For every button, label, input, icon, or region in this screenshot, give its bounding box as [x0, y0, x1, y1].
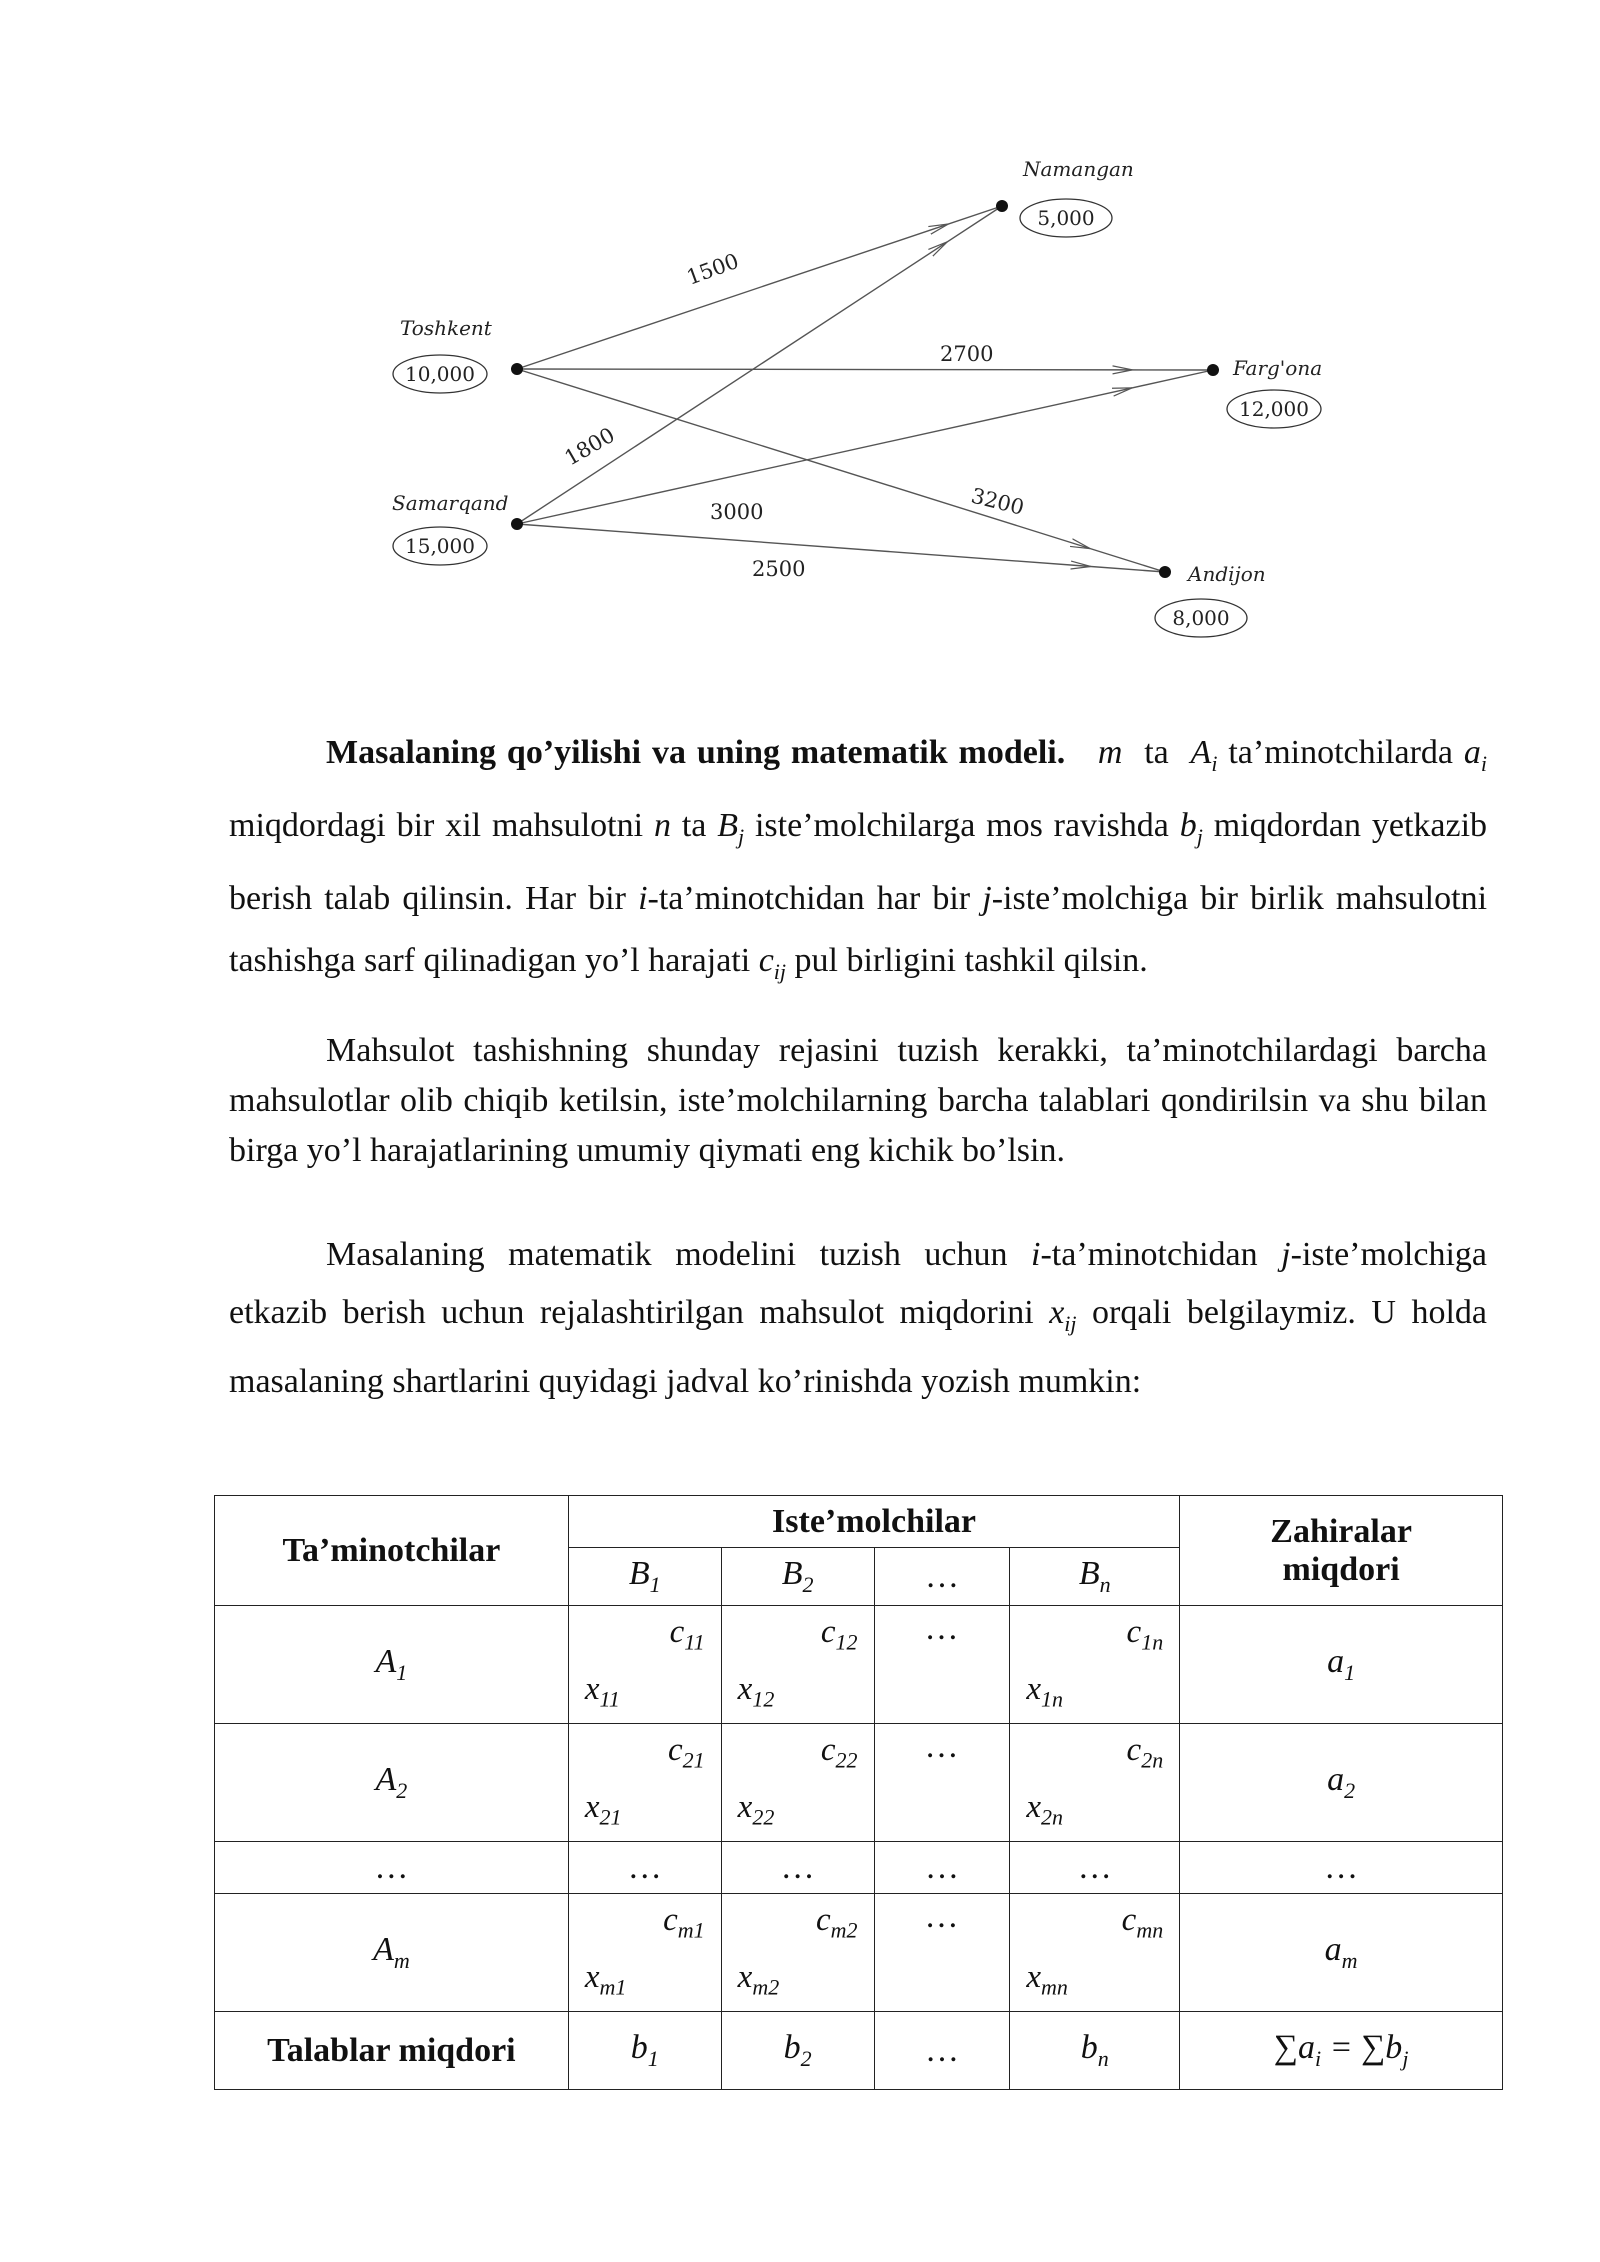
consumer-b2: $B_2$ — [721, 1548, 874, 1606]
demand-bn: $b_n$ — [1010, 2012, 1180, 2090]
consumers-header: Iste’molchilar — [568, 1496, 1179, 1548]
reserves-header: Zahiralar miqdori — [1180, 1496, 1503, 1606]
route-line — [517, 369, 1213, 370]
supplier-am: $A_m$ — [215, 1894, 569, 2012]
reserve-a2: $a_2$ — [1180, 1724, 1503, 1842]
route-line — [517, 524, 1165, 572]
route-line — [517, 206, 1002, 524]
city-name-label: Andijon — [1188, 562, 1266, 586]
section-heading: Masalaning qo’yilishi va uning matematik modeli. — [326, 734, 1066, 771]
plan-requirement-paragraph: Mahsulot tashishning shunday rejasini tuzish kerakki, ta’minotchilardagi barcha mahsulotlar olib chiqib ketilsin, iste’molchilarning barcha talablari qondirilsin va shu bilan birga yo’l harajatlarining umumiy qiymati eng kichik bo’lsin. — [229, 1032, 1487, 1169]
demand-b1: $b_1$ — [568, 2012, 721, 2090]
city-node — [511, 518, 523, 530]
ellipsis-row-label: … — [215, 1842, 569, 1894]
cell-2-2: $c_{22}$ $x_{22}$ — [721, 1724, 874, 1842]
quantity-label: 8,000 — [1172, 606, 1230, 630]
route-cost-label: 1500 — [683, 248, 742, 290]
city-node — [511, 363, 523, 375]
balance-condition: $\sum a_i = \sum b_j$ — [1180, 2012, 1503, 2090]
city-node — [996, 200, 1008, 212]
ellipsis-cell: … — [721, 1842, 874, 1894]
route-cost-label: 3000 — [710, 500, 764, 524]
cell-m-ellipsis: … — [874, 1894, 1010, 2012]
cell-2-ellipsis: … — [874, 1724, 1010, 1842]
route-line — [517, 369, 1165, 572]
route-cost-label: 2700 — [940, 342, 994, 366]
transport-table — [214, 1495, 1503, 2090]
ellipsis-cell: … — [874, 1842, 1010, 1894]
consumer-ellipsis: … — [874, 1548, 1010, 1606]
route-cost-label: 1800 — [560, 422, 619, 471]
demand-row-label: Talablar miqdori — [215, 2012, 569, 2090]
cell-m-2: $c_{m2}$ $x_{m2}$ — [721, 1894, 874, 2012]
ellipsis-cell: … — [1010, 1842, 1180, 1894]
city-node — [1207, 364, 1219, 376]
quantity-label: 10,000 — [405, 362, 475, 386]
city-name-label: Farg'ona — [1233, 356, 1323, 380]
city-node — [1159, 566, 1171, 578]
quantity-label: 15,000 — [405, 534, 475, 558]
reserve-am: $a_m$ — [1180, 1894, 1503, 2012]
cell-2-n: $c_{2n}$ $x_{2n}$ — [1010, 1724, 1180, 1842]
demand-b2: $b_2$ — [721, 2012, 874, 2090]
route-line — [517, 370, 1213, 524]
supplier-a1: $A_1$ — [215, 1606, 569, 1724]
cell-1-n: $c_{1n}$ $x_{1n}$ — [1010, 1606, 1180, 1724]
supplier-a2: $A_2$ — [215, 1724, 569, 1842]
demand-ellipsis: … — [874, 2012, 1010, 2090]
route-cost-label: 2500 — [752, 557, 806, 581]
problem-statement-paragraph: Masalaning qo’yilishi va uning matematik modeli. m ta $A_i$ ta’minotchilarda $a_i$ miqdordagi bir xil mahsulotni n ta $B_j$ iste’molchilarga mos ravishda $b_j$ miqdordan yetkazib berish talab qilinsin. Har bir i-ta’minotchidan har bir j-iste’molchiga bir birlik mahsulotni tashishga sarf qilinadigan yo’l harajati $c_{ij}$ pul birligini tashkil qilsin. — [229, 734, 1488, 984]
city-name-label: Toshkent — [400, 316, 492, 340]
cell-1-1: $c_{11}$ $x_{11}$ — [568, 1606, 721, 1724]
cell-1-ellipsis: … — [874, 1606, 1010, 1724]
city-name-label: Samarqand — [392, 491, 509, 515]
route-line — [517, 206, 1002, 369]
ellipsis-cell: … — [1180, 1842, 1503, 1894]
route-cost-label: 3200 — [968, 483, 1027, 520]
suppliers-header: Ta’minotchilar — [215, 1496, 569, 1606]
cell-1-2: $c_{12}$ $x_{12}$ — [721, 1606, 874, 1724]
diagram-labels — [392, 157, 1322, 637]
city-name-label: Namangan — [1023, 157, 1134, 181]
quantity-label: 12,000 — [1239, 397, 1309, 421]
consumer-bn: $B_n$ — [1010, 1548, 1180, 1606]
reserve-a1: $a_1$ — [1180, 1606, 1503, 1724]
ellipsis-cell: … — [568, 1842, 721, 1894]
cell-m-n: $c_{mn}$ $x_{mn}$ — [1010, 1894, 1180, 2012]
city-nodes — [511, 200, 1219, 578]
model-definition-paragraph: Masalaning matematik modelini tuzish uchun i-ta’minotchidan j-iste’molchiga etkazib berish uchun rejalashtirilgan mahsulot miqdorini $x_{ij}$ orqali belgilaymiz. U holda masalaning shartlarini quyidagi jadval ko’rinishda yozish mumkin: — [229, 1236, 1488, 1400]
consumer-b1: $B_1$ — [568, 1548, 721, 1606]
quantity-label: 5,000 — [1037, 206, 1095, 230]
route-lines — [517, 206, 1213, 572]
transport-network-diagram — [0, 0, 1600, 660]
cell-m-1: $c_{m1}$ $x_{m1}$ — [568, 1894, 721, 2012]
cell-2-1: $c_{21}$ $x_{21}$ — [568, 1724, 721, 1842]
